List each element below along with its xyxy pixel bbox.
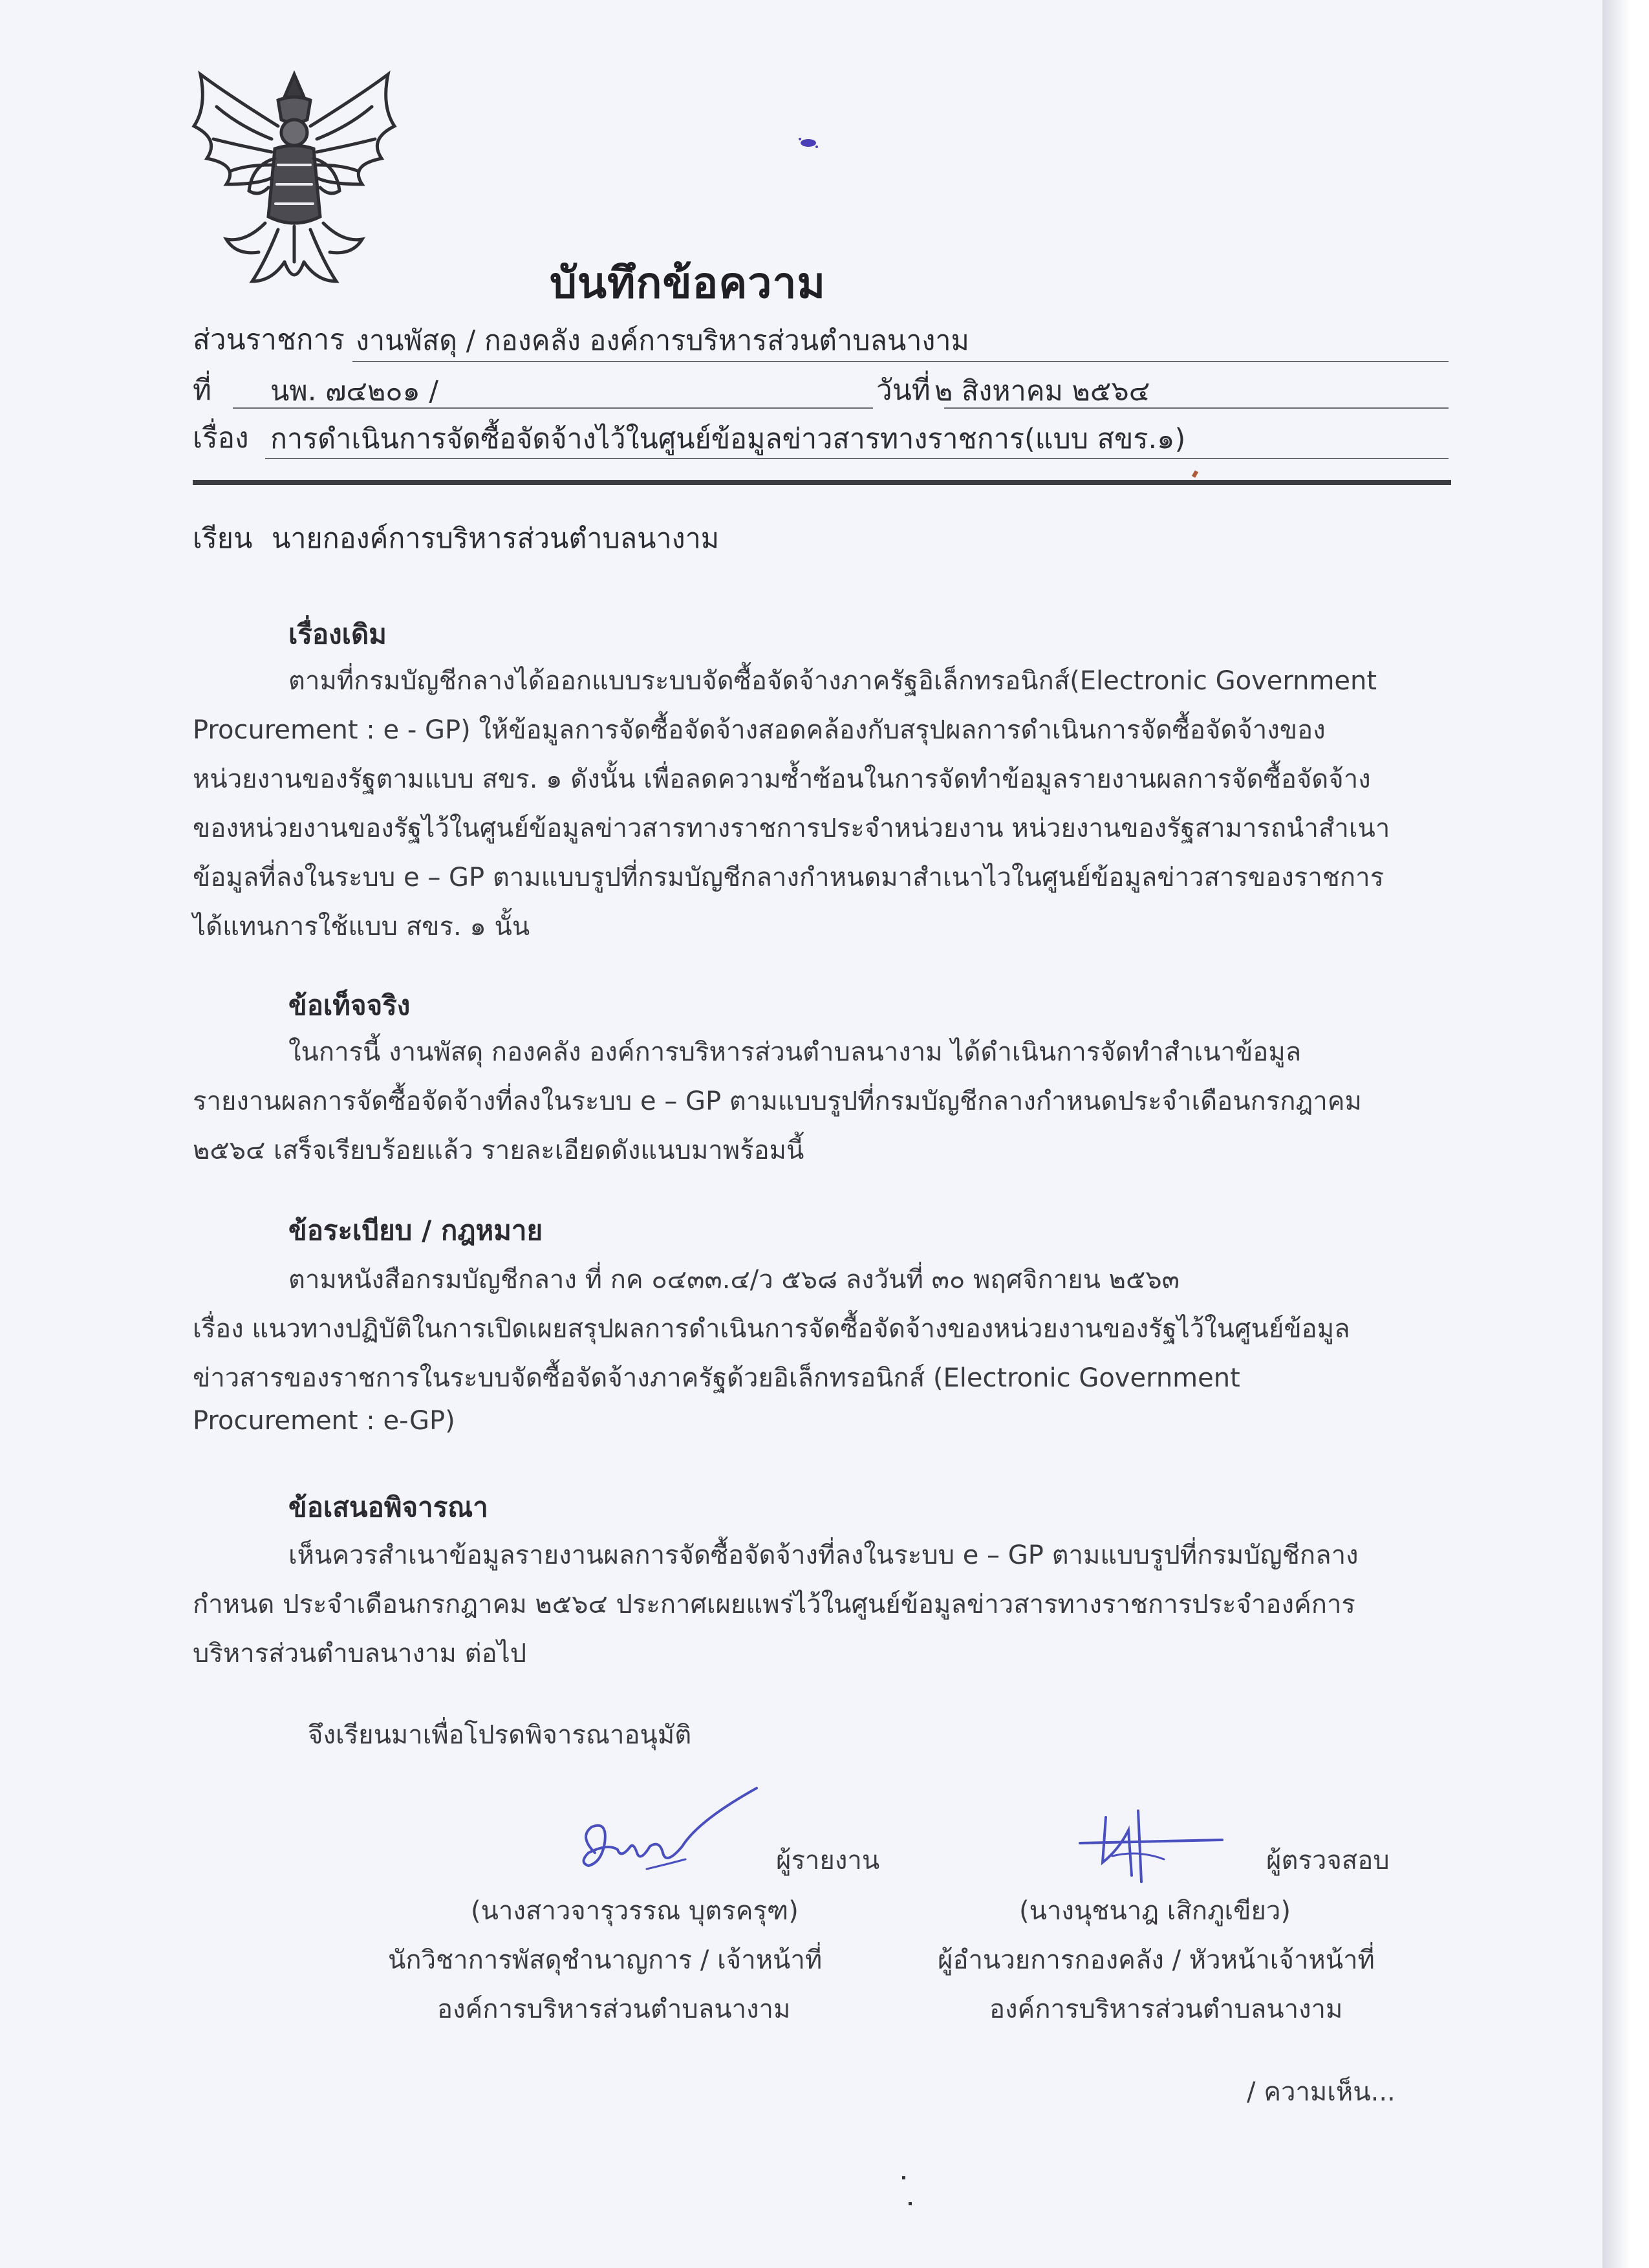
memo-title: บันทึกข้อความ xyxy=(550,258,826,308)
garuda-emblem-icon xyxy=(188,68,401,294)
agency-value: งานพัสดุ / กองคลัง องค์การบริหารส่วนตำบลนางาม xyxy=(356,325,969,357)
background-line: ตามที่กรมบัญชีกลางได้ออกแบบระบบจัดซื้อจัดจ้างภาครัฐอิเล็กทรอนิกส์(Electronic Government xyxy=(288,666,1377,696)
background-line: หน่วยงานของรัฐตามแบบ สขร. ๑ ดังนั้น เพื่อลดความซ้ำซ้อนในการจัดทำข้อมูลรายงานผลการจัดซื้อจัดจ้าง xyxy=(193,764,1371,794)
background-line: ข้อมูลที่ลงในระบบ e – GP ตามแบบรูปที่กรมบัญชีกลางกำหนดมาสำเนาไวในศูนย์ข้อมูลข่าวสารของราชการ xyxy=(193,863,1385,892)
proposal-line: กำหนด ประจำเดือนกรกฎาคม ๒๕๖๔ ประกาศเผยแพร่ไว้ในศูนย์ข้อมูลข่าวสารทางราชการประจำองค์การ xyxy=(193,1590,1355,1619)
agency-label: ส่วนราชการ xyxy=(193,323,345,356)
background-line: ของหน่วยงานของรัฐไว้ในศูนย์ข้อมูลข่าวสารทางราชการประจำหน่วยงาน หน่วยงานของรัฐสามารถนำสำเนา xyxy=(193,814,1390,843)
background-line: Procurement : e - GP) ให้ข้อมูลการจัดซื้อจัดจ้างสอดคล้องกับสรุปผลการดำเนินการจัดซื้อจัดจ้างของ xyxy=(193,715,1326,745)
subject-underline xyxy=(265,458,1449,459)
regulation-line: เรื่อง แนวทางปฏิบัติในการเปิดเผยสรุปผลการดำเนินการจัดซื้อจัดจ้างของหน่วยงานของรัฐไว้ในศูนย์ข้อมูล xyxy=(193,1314,1350,1344)
stray-mark xyxy=(1192,470,1198,478)
ref-underline xyxy=(233,407,873,409)
reviewer-role: ผู้ตรวจสอบ xyxy=(1266,1846,1390,1875)
background-heading: เรื่องเดิม xyxy=(288,618,387,650)
ink-speck-icon xyxy=(797,136,820,150)
reporter-position: นักวิชาการพัสดุชำนาญการ / เจ้าหน้าที่ xyxy=(388,1945,823,1975)
reviewer-signature-icon xyxy=(1067,1804,1235,1888)
scan-edge xyxy=(1602,0,1649,2268)
regulation-heading: ข้อระเบียบ / กฎหมาย xyxy=(288,1215,543,1246)
proposal-heading: ข้อเสนอพิจารณา xyxy=(288,1491,488,1523)
regulation-line: ข่าวสารของราชการในระบบจัดซื้อจัดจ้างภาครัฐด้วยอิเล็กทรอนิกส์ (Electronic Government xyxy=(193,1363,1240,1393)
subject-value: การดำเนินการจัดซื้อจัดจ้างไว้ในศูนย์ข้อมูลข่าวสารทางราชการ(แบบ สขร.๑) xyxy=(270,423,1186,455)
date-underline xyxy=(944,407,1449,409)
reporter-org: องค์การบริหารส่วนตำบลนางาม xyxy=(437,1994,791,2024)
background-line: ได้แทนการใช้แบบ สขร. ๑ นั้น xyxy=(193,912,530,942)
proposal-line: บริหารส่วนตำบลนางาม ต่อไป xyxy=(193,1639,527,1669)
subject-label: เรื่อง xyxy=(193,422,249,455)
to-value: นายกองค์การบริหารส่วนตำบลนางาม xyxy=(272,523,720,555)
facts-line: ในการนี้ งานพัสดุ กองคลัง องค์การบริหารส่วนตำบลนางาม ได้ดำเนินการจัดทำสำเนาข้อมูล xyxy=(288,1037,1302,1067)
reviewer-name: (นางนุชนาฎ เสิกภูเขียว) xyxy=(1019,1896,1291,1926)
agency-underline xyxy=(352,361,1449,362)
reporter-role: ผู้รายงาน xyxy=(776,1846,880,1875)
proposal-line: เห็นควรสำเนาข้อมูลรายงานผลการจัดซื้อจัดจ้างที่ลงในระบบ e – GP ตามแบบรูปที่กรมบัญชีกลาง xyxy=(288,1540,1359,1570)
date-label: วันที่ xyxy=(876,374,931,407)
facts-heading: ข้อเท็จจริง xyxy=(288,989,411,1021)
regulation-line: Procurement : e-GP) xyxy=(193,1406,455,1436)
date-value: ๒ สิงหาคม ๒๕๖๔ xyxy=(934,375,1150,407)
ref-value: นพ. ๗๔๒๐๑ / xyxy=(270,375,438,407)
closing-line: จึงเรียนมาเพื่อโปรดพิจารณาอนุมัติ xyxy=(308,1720,692,1750)
stray-mark xyxy=(902,2176,905,2179)
facts-line: ๒๕๖๔ เสร็จเรียบร้อยแล้ว รายละเอียดดังแนบมาพร้อมนี้ xyxy=(193,1136,804,1165)
continuation-note: / ความเห็น... xyxy=(1247,2077,1396,2107)
regulation-line: ตามหนังสือกรมบัญชีกลาง ที่ กค ๐๔๓๓.๔/ว ๕๖๘ ลงวันที่ ๓๐ พฤศจิกายน ๒๕๖๓ xyxy=(288,1265,1180,1295)
stray-mark xyxy=(909,2202,912,2205)
reporter-signature-icon xyxy=(569,1782,763,1888)
header-divider xyxy=(193,480,1451,485)
to-label: เรียน xyxy=(193,523,253,555)
facts-line: รายงานผลการจัดซื้อจัดจ้างที่ลงในระบบ e – GP ตามแบบรูปที่กรมบัญชีกลางกำหนดประจำเดือนกรกฎาคม xyxy=(193,1086,1362,1116)
reviewer-position: ผู้อำนวยการกองคลัง / หัวหน้าเจ้าหน้าที่ xyxy=(938,1945,1375,1975)
reviewer-org: องค์การบริหารส่วนตำบลนางาม xyxy=(989,1994,1343,2024)
reporter-name: (นางสาวจารุวรรณ บุตรครุฑ) xyxy=(471,1896,799,1926)
ref-label: ที่ xyxy=(193,374,212,407)
